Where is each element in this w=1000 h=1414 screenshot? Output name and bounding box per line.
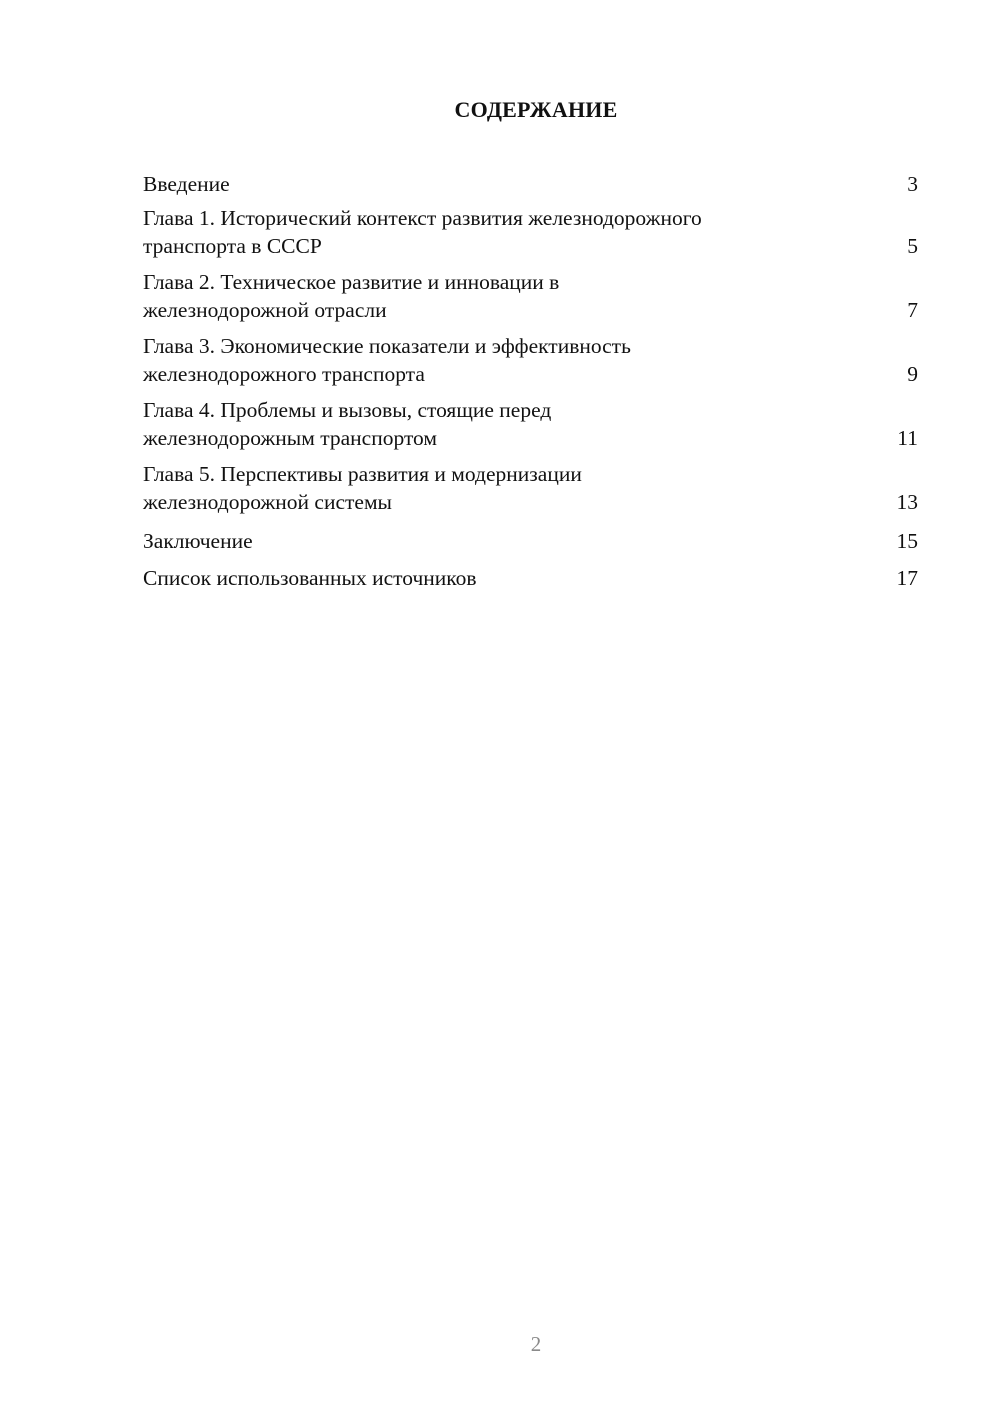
toc-entry-label: Список использованных источников [143, 566, 477, 590]
page-number: 2 [530, 1332, 542, 1356]
toc-entry-chapter-2 [143, 269, 918, 324]
toc-entry-label: Глава 2. Техническое развитие и инновации в железнодорожной отрасли [143, 270, 560, 322]
toc-entry-page: 3 [907, 172, 918, 196]
toc-entry-conclusion [143, 525, 918, 557]
toc-entry-chapter-5 [143, 461, 918, 516]
toc-entry-label: Заключение [143, 529, 253, 553]
toc-entry-label: Введение [143, 172, 230, 196]
toc-entry-label: Глава 3. Экономические показатели и эффективность железнодорожного транспорта [143, 334, 631, 386]
toc-entry-label: Глава 1. Исторический контекст развития железнодорожного транспорта в СССР [143, 206, 702, 258]
toc-entry-page: 11 [897, 425, 918, 450]
toc-entry-chapter-1 [143, 205, 918, 260]
toc-entry-page: 9 [907, 361, 918, 386]
page-title: СОДЕРЖАНИЕ [454, 97, 618, 122]
toc-entry-label: Глава 5. Перспективы развития и модернизации железнодорожной системы [143, 462, 582, 514]
toc-entry-chapter-3 [143, 333, 918, 388]
toc-entry-introduction [143, 168, 918, 200]
toc-entry-chapter-4 [143, 397, 918, 452]
toc-entry-label: Глава 4. Проблемы и вызовы, стоящие перед железнодорожным транспортом [143, 398, 552, 450]
toc-entry-references [143, 562, 918, 594]
toc-entry-page: 5 [907, 233, 918, 258]
table-of-contents [143, 168, 918, 599]
toc-entry-page: 7 [907, 297, 918, 322]
toc-entry-page: 17 [896, 566, 918, 590]
toc-entry-page: 15 [896, 529, 918, 553]
toc-entry-page: 13 [896, 489, 918, 514]
